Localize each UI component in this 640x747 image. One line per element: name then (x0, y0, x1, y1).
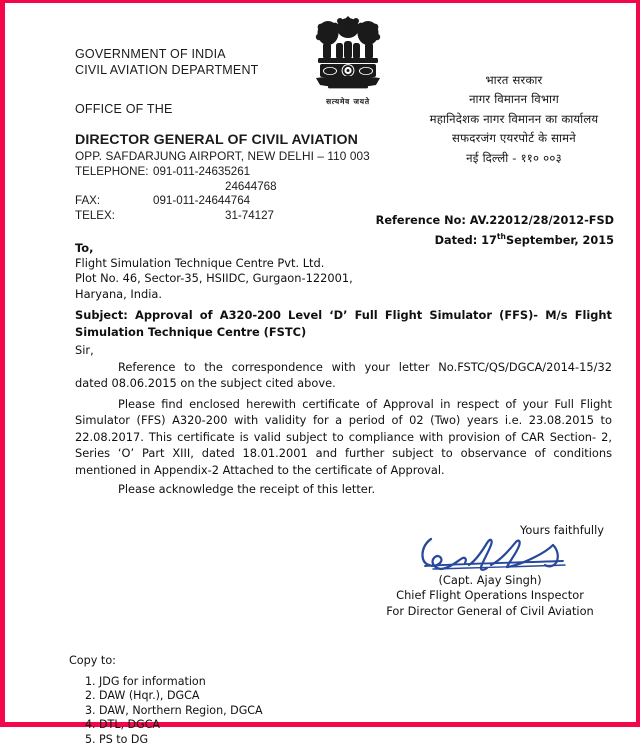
letterhead-address: OPP. SAFDARJUNG AIRPORT, NEW DELHI – 110 003 (75, 149, 370, 163)
recipient-line-1: Flight Simulation Technique Centre Pvt. Ltd. (75, 256, 325, 271)
letterhead-office-of-the: OFFICE OF THE (75, 102, 173, 116)
contact-row-telex (75, 209, 277, 224)
signature-closing: Yours faithfully (519, 523, 604, 537)
hindi-line-4: सफदरजंग एयरपोर्ट के सामने (452, 131, 576, 146)
body-paragraph-3-text: Please acknowledge the receipt of this letter. (118, 482, 376, 496)
contact-value-fax: 091-011-24644764 (153, 194, 251, 208)
reference-block (376, 213, 614, 249)
contact-value-telex: 31-74127 (225, 208, 274, 222)
contact-row-telephone-alt (75, 180, 277, 195)
contact-label-empty (75, 180, 153, 195)
copy-to-item (69, 733, 263, 747)
body-paragraph-2-text: Please find enclosed herewith certificate of Approval in respect of your Full Flight Simulator (FFS) A320-200 with validity for a period of 02 (Two) years i.e. 23.08.2015 to 22.08.2017. This certificate is valid subject to compliance with provision of CAR Section- 2, Series ‘O’ Part XIII, dated 18.01.2001 and further subject to observance of conditions mentioned in Appendix-2 Attached to the certificate of Approval. (75, 397, 612, 477)
hindi-line-3: महानिदेशक नागर विमानन का कार्यालय (429, 111, 599, 126)
contact-details (75, 165, 277, 223)
letterhead-line-department: CIVIL AVIATION DEPARTMENT (75, 63, 259, 77)
state-emblem-icon (295, 11, 401, 107)
contact-label-fax: FAX: (75, 194, 101, 208)
hindi-line-1: भारत सरकार (485, 73, 543, 87)
hindi-line-2: नागर विमानन विभाग (469, 92, 559, 107)
reference-date-suffix: September, 2015 (505, 233, 614, 247)
copy-to-text: DAW (Hqr.), DGCA (99, 689, 200, 703)
recipient-line-2: Plot No. 46, Sector-35, HSIIDC, Gurgaon-122001, (75, 271, 353, 286)
contact-value-telephone: 091-011-24635261 (153, 165, 251, 178)
copy-to-item (69, 704, 263, 718)
copy-to-block (69, 653, 263, 747)
contact-label-telex: TELEX: (75, 208, 115, 222)
contact-value-telephone-alt: 24644768 (225, 179, 277, 193)
body-paragraph-1-text: Reference to the correspondence with your letter No.FSTC/QS/DGCA/2014-15/32 dated 08.06.2015 on the subject cited above. (75, 360, 612, 391)
subject-line: Subject: Approval of A320-200 Level ‘D’ Full Flight Simulator (FFS)- M/s Flight Simulation Technique Centre (FSTC) (75, 308, 612, 339)
copy-to-text: JDG for information (99, 675, 206, 688)
copy-to-number: 2. (85, 689, 96, 703)
copy-to-number: 3. (85, 703, 96, 717)
emblem-motto-text: सत्यमेव जयते (326, 97, 370, 106)
copy-to-text: DAW, Northern Region, DGCA (99, 703, 263, 717)
copy-to-number: 4. (85, 718, 96, 732)
recipient-to-label: To, (75, 241, 94, 255)
copy-to-number: 5. (85, 732, 96, 746)
salutation: Sir, (75, 343, 94, 357)
letterhead-line-government: GOVERNMENT OF INDIA (75, 47, 226, 61)
copy-to-item (69, 675, 263, 689)
letterhead-authority: DIRECTOR GENERAL OF CIVIL AVIATION (75, 132, 358, 148)
body-paragraph-2 (75, 396, 612, 478)
handwritten-signature (395, 535, 585, 577)
copy-to-number: 1. (85, 675, 96, 688)
copy-to-text: PS to DG (99, 732, 149, 746)
signatory-title: Chief Flight Operations Inspector (396, 588, 584, 603)
letter-sheet (7, 5, 636, 746)
signatory-on-behalf: For Director General of Civil Aviation (386, 604, 594, 618)
contact-label-telephone: TELEPHONE: (75, 165, 149, 178)
document-inner-border (5, 3, 636, 746)
copy-to-item (69, 689, 263, 703)
contact-row-telephone (75, 165, 277, 180)
copy-to-item (69, 718, 263, 732)
reference-date (376, 229, 614, 249)
copy-to-list (69, 675, 263, 747)
signatory-name: (Capt. Ajay Singh) (438, 573, 542, 587)
copy-to-label: Copy to: (69, 654, 116, 667)
reference-number: Reference No: AV.22012/28/2012-FSD (375, 214, 614, 227)
recipient-block (75, 241, 353, 302)
reference-date-ordinal: th (496, 232, 506, 241)
reference-date-prefix: Dated: 17 (434, 233, 497, 247)
hindi-line-5: नई दिल्ली - ११० ००३ (466, 150, 562, 165)
body-paragraph-1 (75, 359, 612, 392)
signature-block (370, 523, 610, 620)
body-paragraph-3 (75, 481, 612, 497)
hindi-letterhead (403, 71, 625, 168)
copy-to-text: DTL, DGCA (99, 718, 161, 732)
contact-row-fax (75, 194, 277, 209)
recipient-line-3: Haryana, India. (75, 286, 162, 301)
